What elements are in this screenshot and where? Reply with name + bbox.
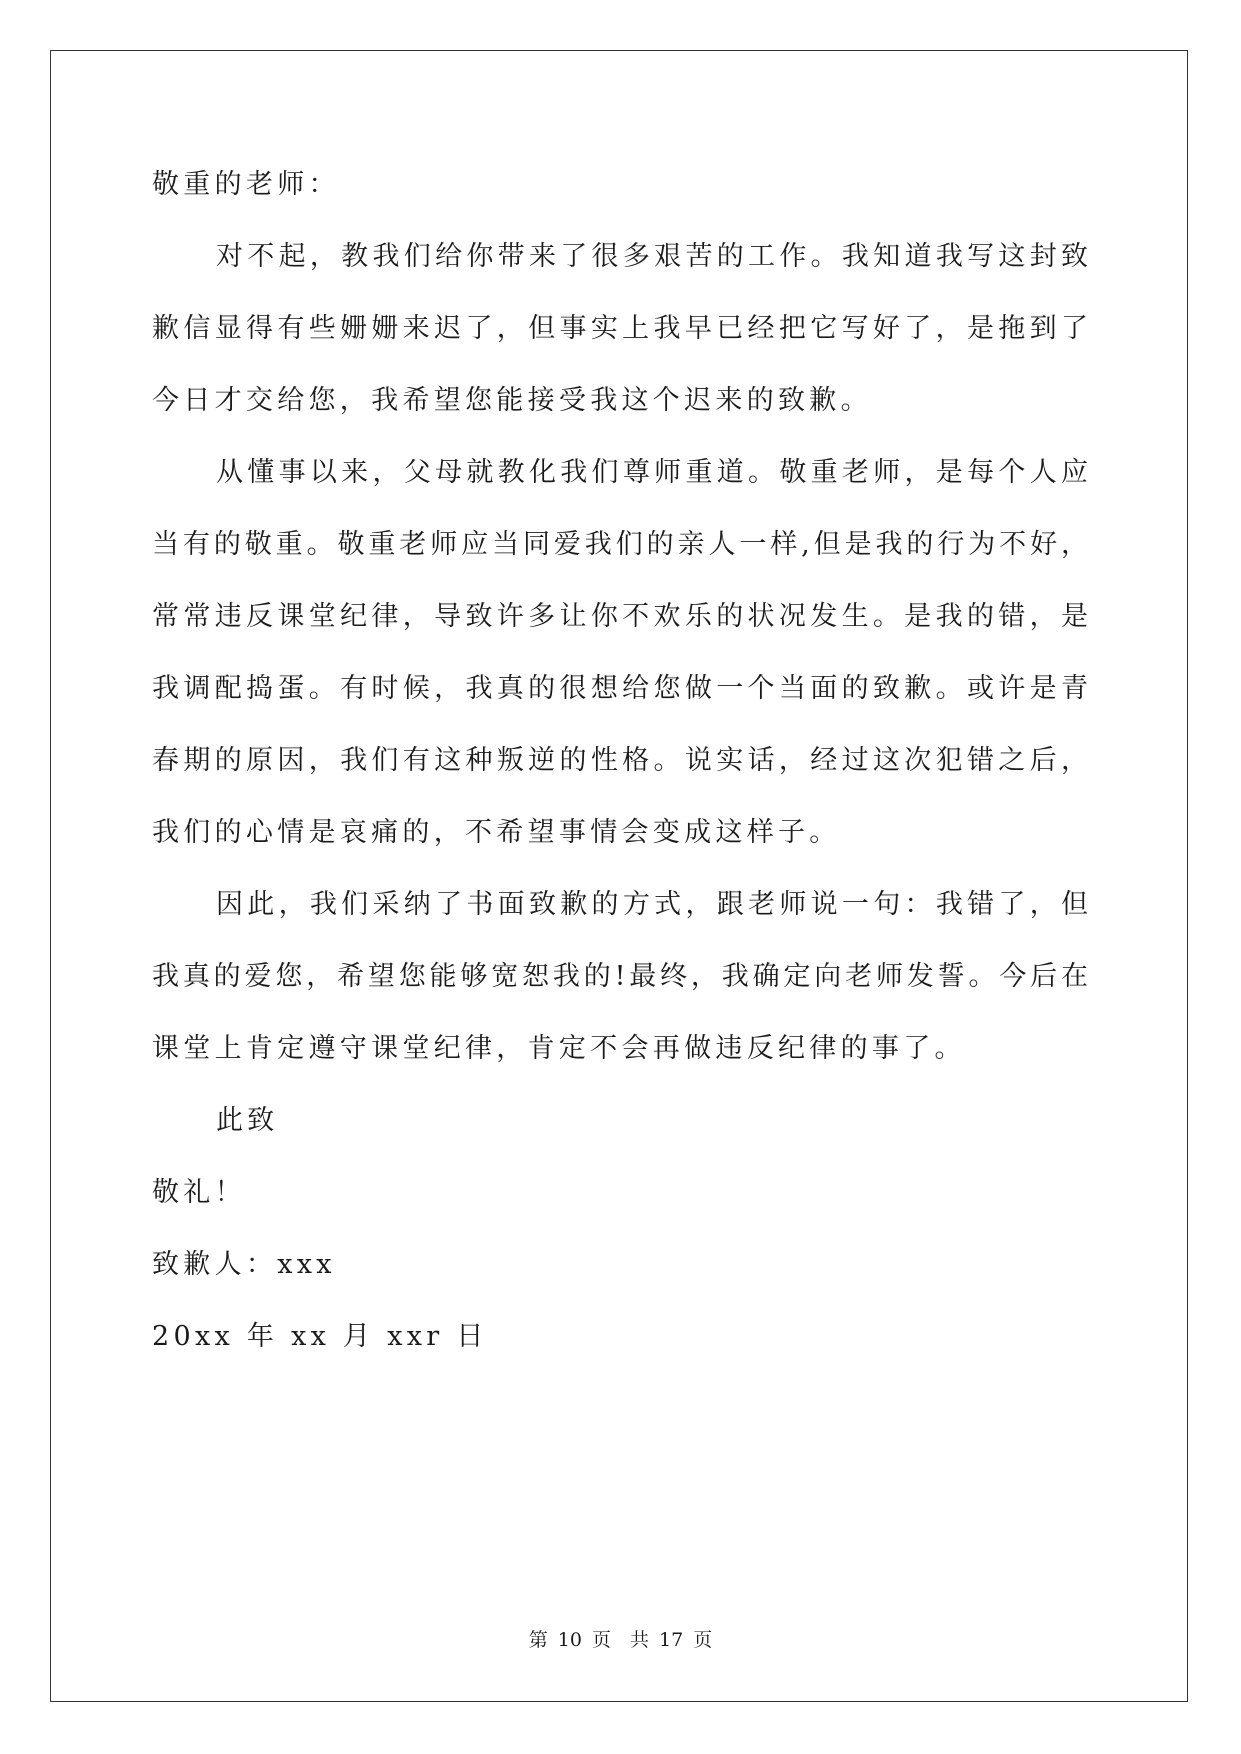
paragraph-3-line-2: 我真的爱您，希望您能够宽恕我的!最终，我确定向老师发誓。今后在	[152, 961, 1088, 992]
closing: 此致	[216, 1105, 279, 1136]
date: 20xx 年 xx 月 xxr 日	[152, 1321, 488, 1352]
salutation: 敬重的老师：	[152, 169, 340, 200]
paragraph-2-line-1: 从懂事以来，父母就教化我们尊师重道。敬重老师，是每个人应	[216, 457, 1088, 488]
paragraph-3-line-3: 课堂上肯定遵守课堂纪律，肯定不会再做违反纪律的事了。	[152, 1033, 966, 1064]
paragraph-2-line-5: 春期的原因，我们有这种叛逆的性格。说实话，经过这次犯错之后，	[152, 745, 1088, 776]
paragraph-2-line-4: 我调配捣蛋。有时候，我真的很想给您做一个当面的致歉。或许是青	[152, 673, 1088, 704]
paragraph-2-line-3: 常常违反课堂纪律，导致许多让你不欢乐的状况发生。是我的错，是	[152, 601, 1088, 632]
page-frame	[50, 50, 1188, 1702]
signature: 致歉人：xxx	[152, 1249, 336, 1280]
regards: 敬礼！	[152, 1177, 246, 1208]
paragraph-3-line-1: 因此，我们采纳了书面致歉的方式，跟老师说一句：我错了，但	[216, 889, 1088, 920]
paragraph-2-line-2: 当有的敬重。敬重老师应当同爱我们的亲人一样,但是我的行为不好，	[152, 529, 1088, 560]
paragraph-1-line-1: 对不起，教我们给你带来了很多艰苦的工作。我知道我写这封致	[216, 241, 1088, 272]
page-number-footer: 第 10 页 共 17 页	[528, 1629, 713, 1651]
paragraph-1-line-2: 歉信显得有些姗姗来迟了，但事实上我早已经把它写好了，是拖到了	[152, 313, 1088, 344]
paragraph-2-line-6: 我们的心情是哀痛的，不希望事情会变成这样子。	[152, 817, 841, 848]
paragraph-1-line-3: 今日才交给您，我希望您能接受我这个迟来的致歉。	[152, 385, 872, 416]
